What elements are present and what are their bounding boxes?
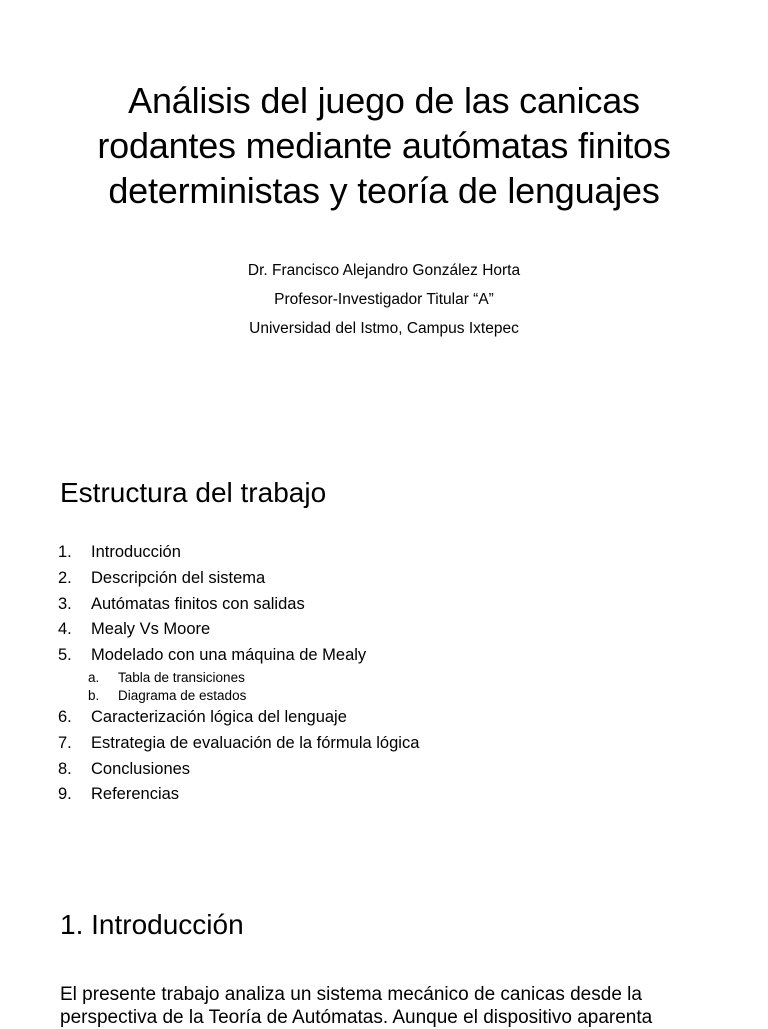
toc-label: Mealy Vs Moore <box>91 620 211 639</box>
toc-subnumber: b. <box>88 687 100 703</box>
toc-item <box>58 705 419 731</box>
title-line: rodantes mediante autómatas finitos <box>97 125 671 166</box>
title-line: deterministas y teoría de lenguajes <box>108 170 660 211</box>
toc-number: 2. <box>58 568 72 587</box>
toc-item <box>58 540 419 566</box>
toc-subitem <box>88 669 419 687</box>
toc-label: Estrategia de evaluación de la fórmula lógica <box>91 733 420 752</box>
author-position: Profesor-Investigador Titular “A” <box>274 291 494 308</box>
toc-item <box>58 566 419 592</box>
toc-label: Caracterización lógica del lenguaje <box>91 707 347 726</box>
toc-item <box>58 617 419 643</box>
title-slide <box>0 0 768 400</box>
toc-number: 5. <box>58 646 72 665</box>
paragraph-line: perspectiva de la Teoría de Autómatas. Aunque el dispositivo aparenta <box>60 1007 653 1028</box>
toc-label: Referencias <box>91 785 180 804</box>
toc-subitem <box>88 687 419 705</box>
toc-item <box>58 731 419 757</box>
toc-label: Modelado con una máquina de Mealy <box>91 646 367 665</box>
toc-number: 9. <box>58 785 72 804</box>
paragraph-line: El presente trabajo analiza un sistema mecánico de canicas desde la <box>60 984 642 1005</box>
toc-number: 1. <box>58 543 72 561</box>
toc-label: Conclusiones <box>91 759 191 778</box>
introduction-slide <box>0 905 768 1028</box>
toc-label: Autómatas finitos con salidas <box>91 594 305 613</box>
toc-label: Descripción del sistema <box>91 568 266 587</box>
toc-number: 3. <box>58 594 72 613</box>
toc-item <box>58 592 419 618</box>
author-institution: Universidad del Istmo, Campus Ixtepec <box>249 320 519 337</box>
toc-item <box>58 757 419 783</box>
toc-number: 4. <box>58 620 72 639</box>
author-block <box>0 256 768 343</box>
title-line: Análisis del juego de las canicas <box>128 80 640 121</box>
toc-number: 6. <box>58 707 72 726</box>
structure-heading: Estructura del trabajo <box>60 477 327 508</box>
toc-label: Introducción <box>91 543 181 561</box>
toc-number: 7. <box>58 733 72 752</box>
presentation-title <box>30 78 738 213</box>
author-name: Dr. Francisco Alejandro González Horta <box>247 262 521 279</box>
introduction-heading: 1. Introducción <box>60 909 244 940</box>
toc-item <box>58 643 419 669</box>
structure-slide <box>0 470 768 830</box>
toc-subnumber: a. <box>88 669 100 685</box>
toc-sublabel: Diagrama de estados <box>118 687 247 703</box>
toc-number: 8. <box>58 759 72 778</box>
toc-item <box>58 782 419 808</box>
introduction-paragraph <box>60 983 750 1029</box>
table-of-contents <box>58 540 419 808</box>
toc-sublabel: Tabla de transiciones <box>118 669 245 685</box>
